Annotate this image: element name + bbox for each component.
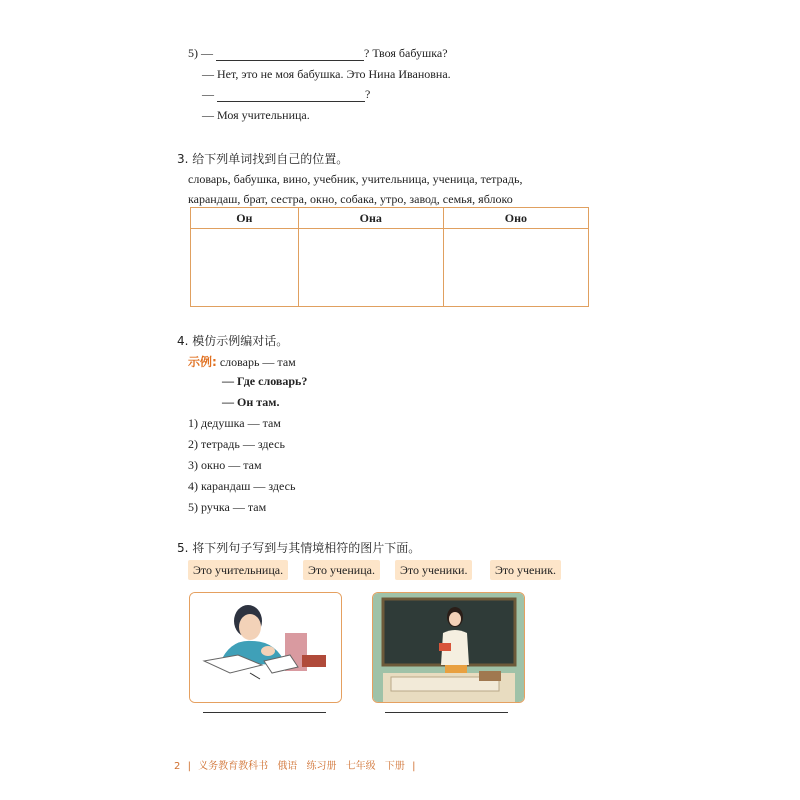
- example-label: 示例:: [188, 355, 217, 369]
- header-feminine: Она: [298, 208, 443, 229]
- footer-book-type: 练习册: [306, 761, 337, 772]
- answer-blank[interactable]: [217, 101, 365, 102]
- example-question: — Где словарь?: [222, 374, 308, 388]
- picture-teacher: [372, 592, 525, 703]
- cell-feminine[interactable]: [298, 229, 443, 307]
- cell-masculine[interactable]: [191, 229, 299, 307]
- task5-title: 5. 将下列句子写到与其情境相符的图片下面。: [177, 541, 421, 555]
- answer-line-picture-1[interactable]: [203, 712, 326, 713]
- task3-title: 3. 给下列单词找到自己的位置。: [177, 152, 349, 166]
- answer-line-picture-2[interactable]: [385, 712, 508, 713]
- page-footer: 2 | 义务教育教科书 俄语 练习册 七年级 下册 |: [174, 761, 416, 772]
- footer-volume: 下册: [384, 761, 405, 772]
- task4-item-1: 1) дедушка — там: [188, 416, 281, 430]
- picture-student-reading: [189, 592, 342, 703]
- dialog-line-1: 5) — ? Твоя бабушка?: [188, 46, 448, 60]
- gender-table: [190, 207, 589, 307]
- example-line: 示例: словарь — там: [188, 355, 296, 369]
- task4-item-4: 4) карандаш — здесь: [188, 479, 296, 493]
- task3-words-line1: словарь, бабушка, вино, учебник, учительница, ученица, тетрадь,: [188, 172, 523, 186]
- header-masculine: Он: [191, 208, 299, 229]
- task4-item-3: 3) окно — там: [188, 458, 262, 472]
- task4-title: 4. 模仿示例编对话。: [177, 334, 289, 348]
- sentence-tag-2[interactable]: Это ученица.: [303, 560, 380, 580]
- sentence-tag-3[interactable]: Это ученики.: [395, 560, 472, 580]
- header-neuter: Оно: [443, 208, 588, 229]
- student-illustration: [190, 593, 341, 702]
- teacher-illustration: [373, 593, 524, 702]
- dialog-line-2: — Нет, это не моя бабушка. Это Нина Ивановна.: [202, 67, 451, 81]
- example-answer: — Он там.: [222, 395, 280, 409]
- task4-item-5: 5) ручка — там: [188, 500, 267, 514]
- cell-neuter[interactable]: [443, 229, 588, 307]
- dialog-line-3: — ?: [202, 87, 371, 101]
- footer-grade: 七年级: [345, 761, 376, 772]
- dialog-line-4: — Моя учительница.: [202, 108, 310, 122]
- task3-words-line2: карандаш, брат, сестра, окно, собака, утро, завод, семья, яблоко: [188, 192, 513, 206]
- footer-series: 义务教育教科书: [198, 761, 269, 772]
- sentence-tag-1[interactable]: Это учительница.: [188, 560, 288, 580]
- task4-item-2: 2) тетрадь — здесь: [188, 437, 285, 451]
- sentence-tag-4[interactable]: Это ученик.: [490, 560, 561, 580]
- footer-subject: 俄语: [277, 761, 298, 772]
- page-number: 2: [174, 761, 181, 772]
- answer-blank[interactable]: [216, 60, 364, 61]
